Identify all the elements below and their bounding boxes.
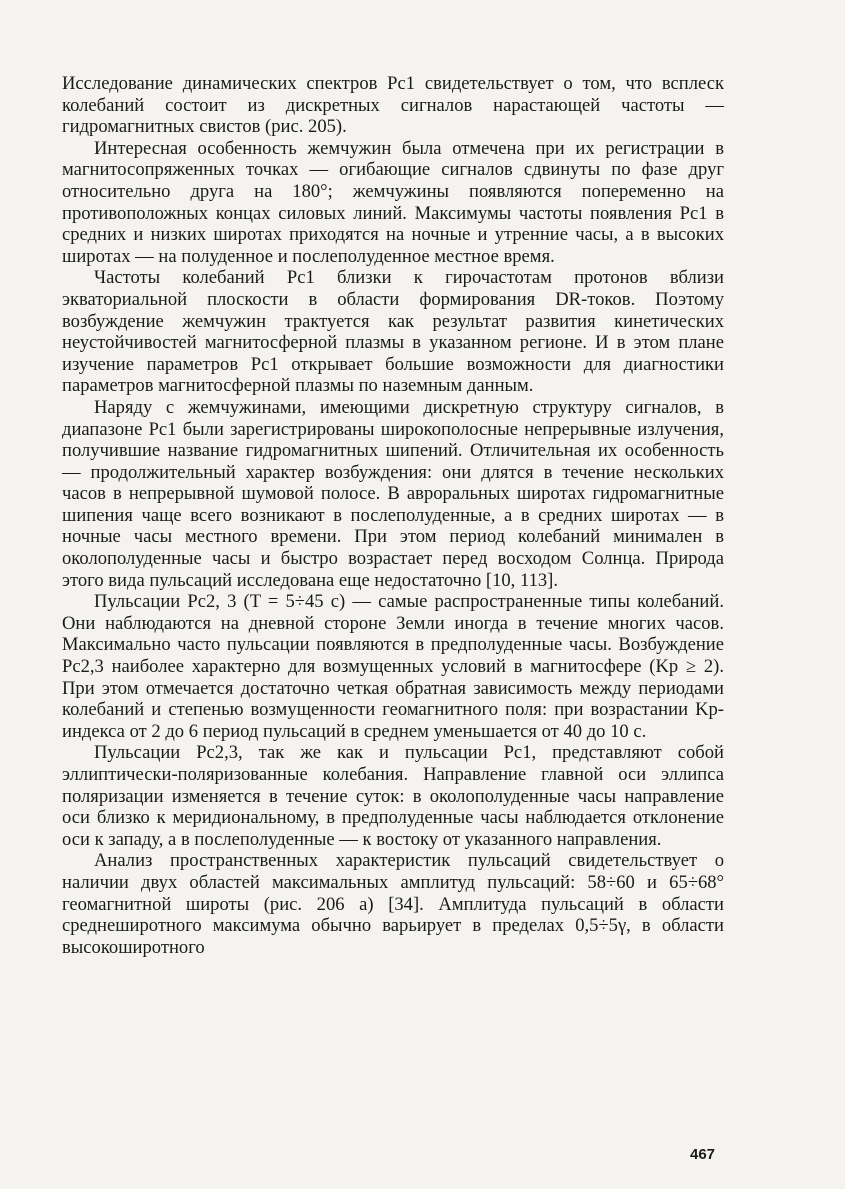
page-number: 467 (690, 1146, 716, 1163)
paragraph-6: Пульсации Pc2,3, так же как и пульсации Pc1, представляют собой эллиптически-поляризованные колебания. Направление главной оси эллипса поляризации изменяется в течение суток: в околополуденные часы направление оси близко к меридиональному, в предполуденные часы наблюдается отклонение оси к западу, а в послеполуденные — к востоку от указанного направления. (62, 742, 724, 850)
paragraph-2: Интересная особенность жемчужин была отмечена при их регистрации в магнитосопряженных точках — огибающие сигналов сдвинуты по фазе друг относительно друга на 180°; жемчужины появляются попеременно на противоположных концах силовых линий. Максимумы частоты появления Pc1 в средних и низких широтах приходятся на ночные и утренние часы, а в высоких широтах — на полуденное и послеполуденное местное время. (62, 137, 724, 267)
paragraph-1: Исследование динамических спектров Pc1 свидетельствует о том, что всплеск колебаний состоит из дискретных сигналов нарастающей частоты — гидромагнитных свистов (рис. 205). (62, 73, 724, 138)
body-text (62, 73, 724, 958)
paragraph-5: Пульсации Pc2, 3 (T = 5÷45 с) — самые распространенные типы колебаний. Они наблюдаются на дневной стороне Земли иногда в течение многих часов. Максимально часто пульсации появляются в предполуденные часы. Возбуждение Pc2,3 наиболее характерно для возмущенных условий в магнитосфере (Kp ≥ 2). При этом отмечается достаточно четкая обратная зависимость между периодами колебаний и степенью возмущенности геомагнитного поля: при возрастании Kp-индекса от 2 до 6 период пульсаций в среднем уменьшается от 40 до 10 с. (62, 591, 724, 742)
paragraph-4: Наряду с жемчужинами, имеющими дискретную структуру сигналов, в диапазоне Pc1 были зарегистрированы широкополосные непрерывные излучения, получившие название гидромагнитных шипений. Отличительная их особенность — продолжительный характер возбуждения: они длятся в течение нескольких часов в непрерывной шумовой полосе. В авроральных широтах гидромагнитные шипения чаще всего возникают в послеполуденные, а в средних широтах — в ночные часы местного времени. При этом период колебаний минимален в околополуденные часы и быстро возрастает перед восходом Солнца. Природа этого вида пульсаций исследована еще недостаточно [10, 113]. (62, 396, 724, 591)
paragraph-7: Анализ пространственных характеристик пульсаций свидетельствует о наличии двух областей максимальных амплитуд пульсаций: 58÷60 и 65÷68° геомагнитной широты (рис. 206 а) [34]. Амплитуда пульсаций в области среднеширотного максимума обычно варьирует в пределах 0,5÷5γ, в области высокоширотного (62, 850, 724, 958)
paragraph-3: Частоты колебаний Pc1 близки к гирочастотам протонов вблизи экваториальной плоскости в области формирования DR-токов. Поэтому возбуждение жемчужин трактуется как результат развития кинетических неустойчивостей магнитосферной плазмы в указанном регионе. И в этом плане изучение параметров Pc1 открывает большие возможности для диагностики параметров магнитосферной плазмы по наземным данным. (62, 267, 724, 397)
